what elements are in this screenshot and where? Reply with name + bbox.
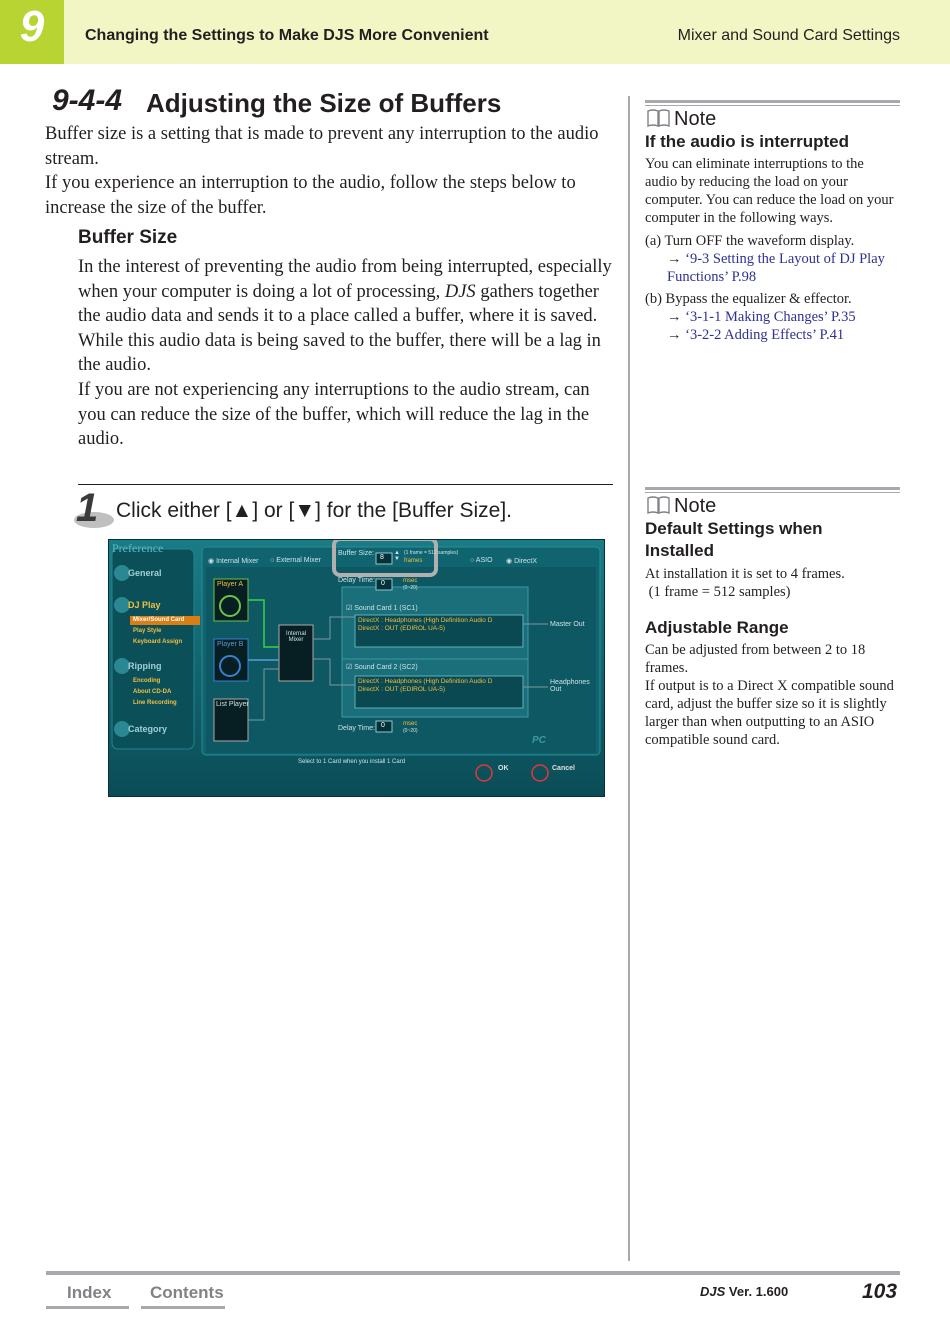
step-instruction: Click either [▲] or [▼] for the [Buffer Size]. <box>116 499 512 522</box>
arrow-right-icon: → <box>667 327 682 343</box>
index-link[interactable]: Index <box>67 1283 112 1302</box>
sidebar-item-ripping[interactable]: Ripping <box>128 661 162 671</box>
sidebar-item-general[interactable]: General <box>128 568 162 578</box>
intro-text <box>45 122 620 220</box>
sidebar-sub-line-recording[interactable]: Line Recording <box>133 700 177 706</box>
contents-link[interactable]: Contents <box>150 1283 224 1302</box>
book-icon <box>646 495 672 515</box>
body-paragraph <box>78 255 618 378</box>
delay2-label: Delay Time: <box>338 725 375 732</box>
contents-tab-underline <box>141 1306 225 1309</box>
sc1-row2[interactable]: DirectX : OUT (EDIROL UA-5) <box>358 625 446 632</box>
column-divider <box>628 96 630 1261</box>
buffer-size-body <box>78 255 618 452</box>
screenshot-title: Preference <box>112 541 164 555</box>
link-9-3[interactable]: ‘9-3 Setting the Layout of DJ Play Functions’ P.98 <box>667 251 885 285</box>
note1-item-a: (a) Turn OFF the waveform display. <box>645 233 855 249</box>
buffer-note: (1 frame = 512 samples) <box>404 550 459 556</box>
master-out-label: Master Out <box>550 621 585 628</box>
note1-link-b2-row <box>667 326 897 344</box>
radio-external-mixer[interactable]: ○ External Mixer <box>270 557 321 564</box>
sc2-row2[interactable]: DirectX : OUT (EDIROL UA-5) <box>358 686 446 693</box>
note1-bar-thin <box>645 105 900 106</box>
section-name: Mixer and Sound Card Settings <box>677 27 900 44</box>
intro-paragraph: Buffer size is a setting that is made to prevent any interruption to the audio stream. <box>45 124 599 169</box>
footer-bar <box>46 1271 900 1275</box>
radio-label: External Mixer <box>276 557 321 564</box>
sc2-row1[interactable]: DirectX : Headphones (High Definition Audio D <box>358 678 493 685</box>
pc-label: PC <box>532 735 546 746</box>
note2-bar-thin <box>645 492 900 493</box>
section-title: Adjusting the Size of Buffers <box>146 88 502 118</box>
footer-hint: Select to 1 Card when you install 1 Card <box>298 759 406 765</box>
book-icon <box>646 108 672 128</box>
note1-link-b1-row <box>667 308 897 326</box>
arrow-right-icon: → <box>667 251 682 267</box>
buffer-size-label: Buffer Size: <box>338 550 375 557</box>
delay-unit: msec <box>403 578 418 584</box>
radio-label: ASIO <box>475 557 493 564</box>
player-b-label: Player B <box>217 641 244 648</box>
note1-label: Note <box>674 108 717 130</box>
headphones-out-label: Headphones Out <box>550 679 590 693</box>
sc1-row1[interactable]: DirectX : Headphones (High Definition Audio D <box>358 617 493 624</box>
product-name: DJS <box>444 281 476 302</box>
chapter-number: 9 <box>19 2 45 51</box>
list-player-label: List Player <box>216 701 249 708</box>
sc1-title[interactable]: ☑ Sound Card 1 (SC1) <box>346 605 418 612</box>
note1-bar <box>645 100 900 103</box>
sidebar-sub-play-style[interactable]: Play Style <box>133 628 162 634</box>
index-tab-underline <box>46 1306 129 1309</box>
sidebar-item-dj-play[interactable]: DJ Play <box>128 600 161 610</box>
sc1-title-text: Sound Card 1 (SC1) <box>354 605 418 612</box>
note2-body1: At installation it is set to 4 frames. <box>645 566 845 582</box>
note2-label: Note <box>674 495 717 517</box>
delay-value[interactable]: 0 <box>381 580 385 587</box>
delay-range: (0~20) <box>403 585 418 591</box>
internal-mixer-label: Internal Mixer <box>285 631 306 643</box>
note2-heading2: Adjustable Range <box>645 618 789 637</box>
sidebar-item-category[interactable]: Category <box>128 724 168 734</box>
version-label <box>700 1284 788 1299</box>
product-name: DJS <box>700 1284 726 1299</box>
delay2-value[interactable]: 0 <box>381 722 385 729</box>
link-3-1-1[interactable]: ‘3-1-1 Making Changes’ P.35 <box>685 309 856 325</box>
radio-internal-mixer[interactable]: ◉ Internal Mixer <box>208 558 259 565</box>
sidebar-sub-cdda[interactable]: About CD-DA <box>133 689 172 695</box>
delay2-range: (0~20) <box>403 728 418 734</box>
delay-label: Delay Time: <box>338 577 375 584</box>
note2-body4: If output is to a Direct X compatible sound card, adjust the buffer size so it is slightly larger than when outputting to an ASIO compatible sound card. <box>645 678 894 748</box>
delay2-unit: msec <box>403 721 418 727</box>
section-number: 9-4-4 <box>52 84 123 117</box>
radio-label: Internal Mixer <box>216 558 259 565</box>
intro-paragraph: If you experience an interruption to the audio, follow the steps below to increase the size of the buffer. <box>45 173 576 218</box>
note2-bar <box>645 487 900 490</box>
step-divider <box>78 484 613 485</box>
link-3-2-2[interactable]: ‘3-2-2 Adding Effects’ P.41 <box>685 327 845 343</box>
sidebar-sub-keyboard[interactable]: Keyboard Assign <box>133 639 183 645</box>
note1-body: You can eliminate interruptions to the audio by reducing the load on your computer. You can reduce the load on your computer in the following ways. <box>645 156 894 226</box>
body-text: gathers together the audio data and sends it to a place called a buffer, where it is saved. While this audio data is being saved to the buffer, there will be a lag in the audio. <box>78 281 601 376</box>
step-number: 1 <box>76 486 99 530</box>
version-number: Ver. 1.600 <box>728 1284 789 1299</box>
sc2-title[interactable]: ☑ Sound Card 2 (SC2) <box>346 664 418 671</box>
note2-heading: Default Settings when Installed <box>645 519 823 560</box>
body-text: In the interest of preventing the audio from being interrupted, especially when your computer is doing a lot of processing, <box>78 257 612 302</box>
buffer-unit: frames <box>404 558 423 564</box>
chapter-title: Changing the Settings to Make DJS More Convenient <box>85 27 489 44</box>
cancel-button[interactable]: Cancel <box>552 765 575 772</box>
note1-link-a-row <box>667 250 897 286</box>
note1-item-b: (b) Bypass the equalizer & effector. <box>645 291 852 307</box>
buffer-size-value[interactable]: 8 <box>380 554 384 561</box>
ok-button[interactable]: OK <box>498 765 509 772</box>
sidebar-sub-encoding[interactable]: Encoding <box>133 678 161 684</box>
note2-body2: (1 frame = 512 samples) <box>645 584 791 600</box>
subheading-buffer-size: Buffer Size <box>78 227 178 248</box>
radio-asio[interactable]: ○ ASIO <box>470 557 493 564</box>
sc2-title-text: Sound Card 2 (SC2) <box>354 664 418 671</box>
radio-label: DirectX <box>514 558 538 565</box>
radio-directx[interactable]: ◉ DirectX <box>506 558 538 565</box>
player-a-label: Player A <box>217 581 244 588</box>
arrow-right-icon: → <box>667 309 682 325</box>
note2-body3: Can be adjusted from between 2 to 18 frames. <box>645 642 866 676</box>
preference-screenshot <box>108 539 605 797</box>
page-number: 103 <box>862 1280 898 1303</box>
note1-heading: If the audio is interrupted <box>645 132 850 151</box>
buffer-size-stepper[interactable]: ▲ ▼ <box>394 550 400 562</box>
body-paragraph: If you are not experiencing any interruptions to the audio stream, can you can reduce the size of the buffer, which will reduce the lag in the audio. <box>78 379 590 450</box>
sidebar-sub-mixer[interactable]: Mixer/Sound Card <box>133 617 185 623</box>
